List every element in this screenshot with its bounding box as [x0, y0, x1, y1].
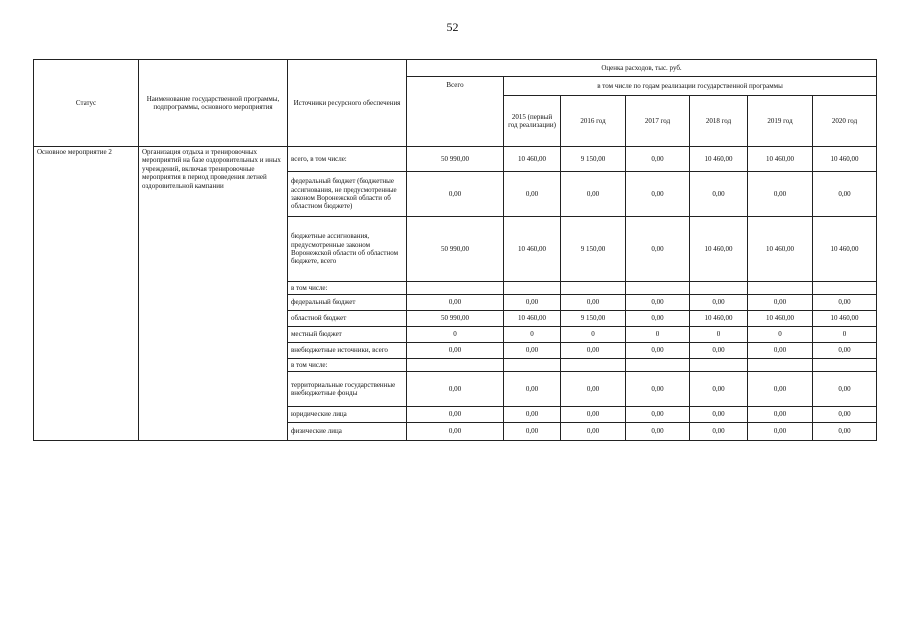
- year-value-cell: 0: [813, 327, 877, 343]
- year-value-cell: 0,00: [748, 372, 813, 407]
- header-year-2018: 2018 год: [690, 96, 748, 147]
- total-value-cell: [407, 282, 504, 295]
- total-value-cell: 0,00: [407, 407, 504, 423]
- year-value-cell: [813, 359, 877, 372]
- total-value-cell: 50 990,00: [407, 147, 504, 172]
- header-total: Всего: [407, 77, 504, 147]
- year-value-cell: 10 460,00: [504, 311, 561, 327]
- program-name-cell: Организация отдыха и тренировочных мероприятий на базе оздоровительных и иных учреждений, включая тренировочные мероприятия в период проведения летней оздоровительной кампании: [139, 147, 288, 441]
- year-value-cell: 0,00: [504, 343, 561, 359]
- year-value-cell: 0,00: [561, 343, 626, 359]
- source-cell: бюджетные ассигнования, предусмотренные законом Воронежской области об областном бюджете, всего: [288, 217, 407, 282]
- table-row: [34, 147, 877, 172]
- year-value-cell: 0,00: [504, 172, 561, 217]
- source-cell: физические лица: [288, 423, 407, 441]
- total-value-cell: 0,00: [407, 295, 504, 311]
- year-value-cell: [690, 282, 748, 295]
- total-value-cell: [407, 359, 504, 372]
- total-value-cell: 0,00: [407, 372, 504, 407]
- year-value-cell: 0: [690, 327, 748, 343]
- page-number: 52: [446, 20, 459, 34]
- year-value-cell: [561, 282, 626, 295]
- header-program-name: Наименование государственной программы, подпрограммы, основного мероприятия: [139, 60, 288, 147]
- year-value-cell: 0,00: [813, 295, 877, 311]
- total-value-cell: 0: [407, 327, 504, 343]
- year-value-cell: 0,00: [748, 423, 813, 441]
- year-value-cell: 0,00: [690, 172, 748, 217]
- year-value-cell: [504, 359, 561, 372]
- year-value-cell: [813, 282, 877, 295]
- year-value-cell: [748, 282, 813, 295]
- year-value-cell: 9 150,00: [561, 311, 626, 327]
- source-cell: в том числе:: [288, 359, 407, 372]
- header-year-2017: 2017 год: [626, 96, 690, 147]
- header-year-2015: 2015 (первый год реализации): [504, 96, 561, 147]
- year-value-cell: 0,00: [813, 172, 877, 217]
- year-value-cell: 10 460,00: [690, 217, 748, 282]
- year-value-cell: 0,00: [561, 172, 626, 217]
- year-value-cell: [626, 359, 690, 372]
- year-value-cell: 0,00: [626, 311, 690, 327]
- year-value-cell: 0,00: [748, 295, 813, 311]
- year-value-cell: 0,00: [626, 147, 690, 172]
- source-cell: внебюджетные источники, всего: [288, 343, 407, 359]
- header-cost-estimate: Оценка расходов, тыс. руб.: [407, 60, 877, 77]
- year-value-cell: [626, 282, 690, 295]
- year-value-cell: 0,00: [690, 372, 748, 407]
- year-value-cell: 10 460,00: [748, 147, 813, 172]
- year-value-cell: 0,00: [561, 372, 626, 407]
- year-value-cell: [690, 359, 748, 372]
- year-value-cell: 0,00: [690, 343, 748, 359]
- year-value-cell: 0,00: [748, 407, 813, 423]
- year-value-cell: 0,00: [690, 407, 748, 423]
- source-cell: федеральный бюджет: [288, 295, 407, 311]
- year-value-cell: 0,00: [813, 372, 877, 407]
- year-value-cell: 0,00: [626, 407, 690, 423]
- year-value-cell: 10 460,00: [813, 147, 877, 172]
- header-by-years: в том числе по годам реализации государственной программы: [504, 77, 877, 96]
- year-value-cell: 10 460,00: [813, 311, 877, 327]
- year-value-cell: [748, 359, 813, 372]
- total-value-cell: 0,00: [407, 423, 504, 441]
- year-value-cell: 0: [561, 327, 626, 343]
- year-value-cell: 0: [626, 327, 690, 343]
- header-year-2020: 2020 год: [813, 96, 877, 147]
- header-status: Статус: [34, 60, 139, 147]
- year-value-cell: 0: [748, 327, 813, 343]
- source-cell: в том числе:: [288, 282, 407, 295]
- year-value-cell: 0,00: [561, 295, 626, 311]
- year-value-cell: 10 460,00: [690, 311, 748, 327]
- year-value-cell: 0,00: [748, 172, 813, 217]
- year-value-cell: 0,00: [626, 423, 690, 441]
- year-value-cell: 0,00: [626, 172, 690, 217]
- year-value-cell: [504, 282, 561, 295]
- year-value-cell: 0,00: [561, 423, 626, 441]
- total-value-cell: 0,00: [407, 172, 504, 217]
- year-value-cell: 0,00: [626, 343, 690, 359]
- year-value-cell: [561, 359, 626, 372]
- source-cell: областной бюджет: [288, 311, 407, 327]
- year-value-cell: 0,00: [626, 217, 690, 282]
- header-sources: Источники ресурсного обеспечения: [288, 60, 407, 147]
- year-value-cell: 10 460,00: [748, 217, 813, 282]
- year-value-cell: 10 460,00: [690, 147, 748, 172]
- source-cell: местный бюджет: [288, 327, 407, 343]
- year-value-cell: 0,00: [626, 295, 690, 311]
- year-value-cell: 10 460,00: [504, 217, 561, 282]
- year-value-cell: 9 150,00: [561, 217, 626, 282]
- header-year-2016: 2016 год: [561, 96, 626, 147]
- year-value-cell: 0,00: [813, 423, 877, 441]
- source-cell: федеральный бюджет (бюджетные ассигнования, не предусмотренные законом Воронежской области об областном бюджете): [288, 172, 407, 217]
- source-cell: территориальные государственные внебюджетные фонды: [288, 372, 407, 407]
- source-cell: юридические лица: [288, 407, 407, 423]
- total-value-cell: 50 990,00: [407, 217, 504, 282]
- source-cell: всего, в том числе:: [288, 147, 407, 172]
- year-value-cell: 9 150,00: [561, 147, 626, 172]
- year-value-cell: 10 460,00: [504, 147, 561, 172]
- budget-table: [33, 59, 877, 441]
- year-value-cell: 0,00: [504, 295, 561, 311]
- year-value-cell: 0,00: [813, 407, 877, 423]
- year-value-cell: 10 460,00: [813, 217, 877, 282]
- year-value-cell: 0,00: [504, 407, 561, 423]
- year-value-cell: 0,00: [561, 407, 626, 423]
- total-value-cell: 0,00: [407, 343, 504, 359]
- year-value-cell: 10 460,00: [748, 311, 813, 327]
- year-value-cell: 0,00: [690, 295, 748, 311]
- status-cell: Основное мероприятие 2: [34, 147, 139, 441]
- header-row-1: [34, 60, 877, 77]
- year-value-cell: 0: [504, 327, 561, 343]
- total-value-cell: 50 990,00: [407, 311, 504, 327]
- year-value-cell: 0,00: [626, 372, 690, 407]
- year-value-cell: 0,00: [504, 372, 561, 407]
- year-value-cell: 0,00: [504, 423, 561, 441]
- year-value-cell: 0,00: [813, 343, 877, 359]
- year-value-cell: 0,00: [748, 343, 813, 359]
- year-value-cell: 0,00: [690, 423, 748, 441]
- header-year-2019: 2019 год: [748, 96, 813, 147]
